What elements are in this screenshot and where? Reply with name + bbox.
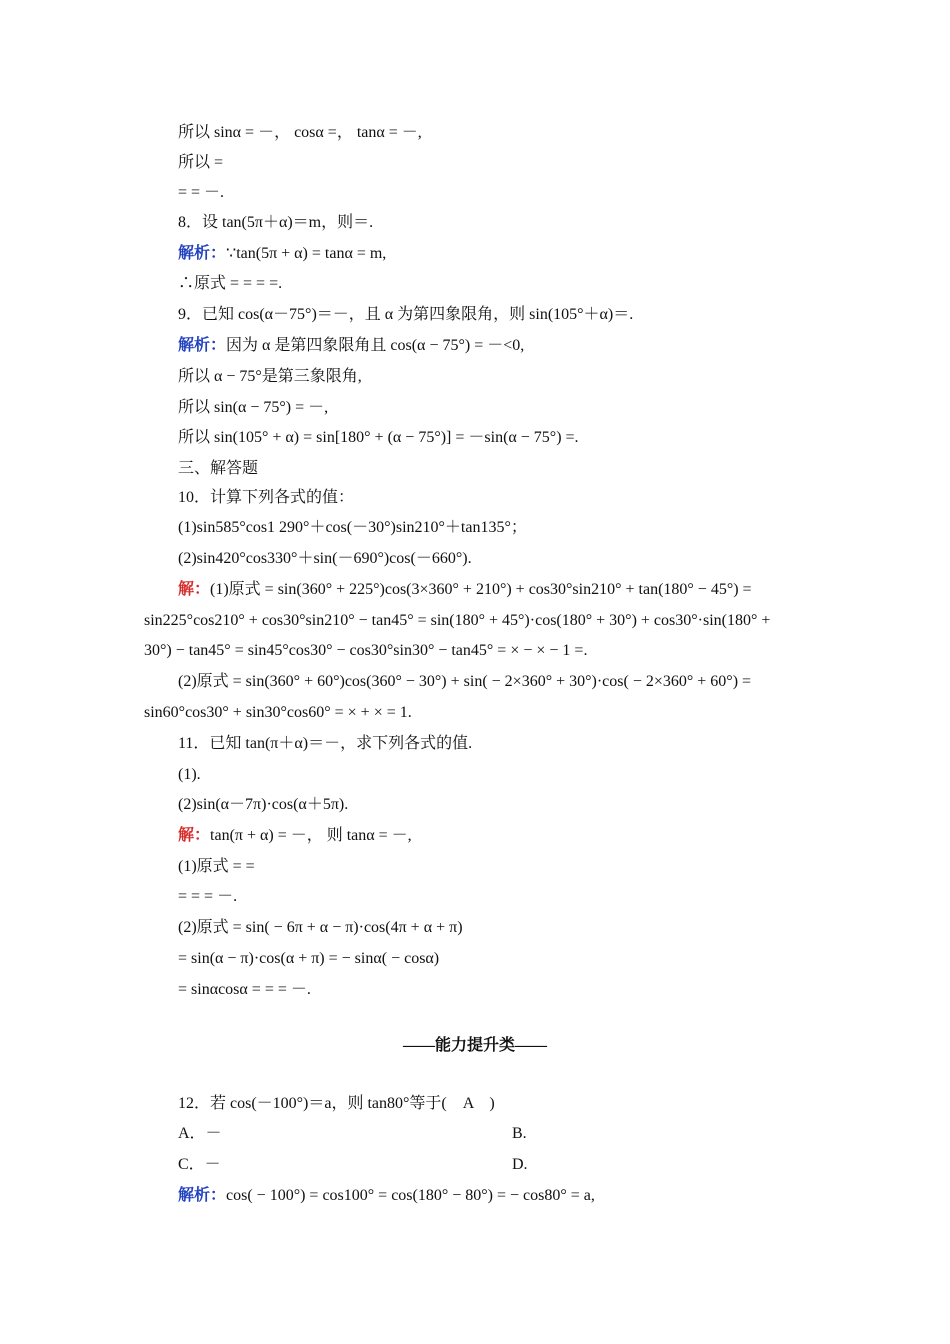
solution-text: tan(π + α) = －， 则 tanα = －, xyxy=(210,827,412,844)
line-20: sin60°cos30° + sin30°cos60° = × + × = 1. xyxy=(144,704,412,721)
solution-label: 解： xyxy=(178,827,211,844)
line-25: (1)原式 = = xyxy=(178,858,255,875)
line-2: 所以 = xyxy=(178,154,224,171)
option-d: D. xyxy=(512,1156,528,1173)
line-9: 所以 α − 75°是第三象限角, xyxy=(178,368,362,385)
line-10: 所以 sin(α − 75°) = －, xyxy=(178,399,329,416)
line-26: = = = －. xyxy=(178,888,238,905)
line-6: ∴原式 = = = =. xyxy=(178,275,283,292)
solution-text: (1)原式 = sin(360° + 225°)cos(3×360° + 210°) + cos30°sin210° + tan(180° − 45°) = xyxy=(210,581,752,598)
line-22: (1). xyxy=(178,766,201,783)
analysis-text: ∵tan(5π + α) = tanα = m, xyxy=(226,245,387,262)
line-3: = = －. xyxy=(178,184,225,201)
analysis-label: 解析： xyxy=(178,245,227,262)
line-29: = sinαcosα = = = －. xyxy=(178,981,311,998)
line-18: 30°) − tan45° = sin45°cos30° − cos30°sin30° − tan45° = × − × − 1 =. xyxy=(144,642,588,659)
question-12: 12．若 cos(－100°)＝a，则 tan80°等于( A ) xyxy=(178,1095,495,1112)
section-heading: 三、解答题 xyxy=(178,460,259,477)
line-23: (2)sin(α－7π)·cos(α＋5π). xyxy=(178,796,349,813)
line-14: (1)sin585°cos1 290°＋cos(－30°)sin210°＋tan135°； xyxy=(178,519,527,536)
question-11: 11．已知 tan(π＋α)＝－，求下列各式的值. xyxy=(178,735,473,752)
option-a: A．－ xyxy=(178,1125,222,1142)
analysis-label: 解析： xyxy=(178,337,227,354)
question-10: 10．计算下列各式的值： xyxy=(178,489,355,506)
line-17: sin225°cos210° + cos30°sin210° − tan45° = sin(180° + 45°)·cos(180° + 30°) + cos30°·sin(180° + xyxy=(144,612,771,629)
analysis-9 xyxy=(178,336,524,356)
option-c: C．－ xyxy=(178,1156,221,1173)
question-8: 8．设 tan(5π＋α)＝m，则＝. xyxy=(178,214,374,231)
analysis-label: 解析： xyxy=(178,1187,227,1204)
line-27: (2)原式 = sin( − 6π + α − π)·cos(4π + α + π) xyxy=(178,919,463,936)
section-divider-title: ——能力提升类—— xyxy=(402,1037,547,1054)
solution-10 xyxy=(178,580,752,600)
question-9: 9．已知 cos(α－75°)＝－，且 α 为第四象限角，则 sin(105°＋α)＝. xyxy=(178,306,634,323)
line-1: 所以 sinα = －， cosα =， tanα = －, xyxy=(178,124,422,141)
line-15: (2)sin420°cos330°＋sin(－690°)cos(－660°). xyxy=(178,550,472,567)
analysis-12 xyxy=(178,1186,595,1206)
line-11: 所以 sin(105° + α) = sin[180° + (α − 75°)] = －sin(α − 75°) =. xyxy=(178,429,579,446)
solution-label: 解： xyxy=(178,581,211,598)
analysis-8 xyxy=(178,244,386,264)
option-b: B. xyxy=(512,1125,527,1142)
solution-11 xyxy=(178,826,412,846)
analysis-text: 因为 α 是第四象限角且 cos(α − 75°) = －<0, xyxy=(226,337,525,354)
line-19: (2)原式 = sin(360° + 60°)cos(360° − 30°) + sin( − 2×360° + 30°)·cos( − 2×360° + 60°) = xyxy=(178,673,752,690)
line-28: = sin(α − π)·cos(α + π) = − sinα( − cosα) xyxy=(178,950,440,967)
analysis-text: cos( − 100°) = cos100° = cos(180° − 80°) = − cos80° = a, xyxy=(226,1187,595,1204)
